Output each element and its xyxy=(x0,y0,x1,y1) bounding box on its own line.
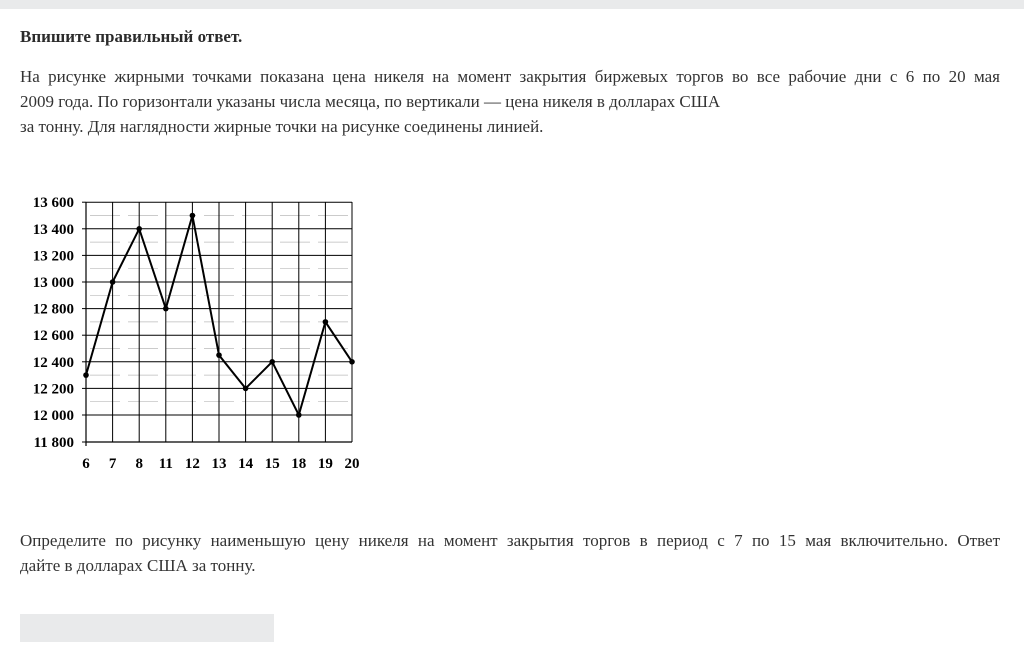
data-point xyxy=(323,319,329,325)
data-point xyxy=(349,359,355,365)
x-tick-label: 19 xyxy=(317,456,333,472)
y-tick-label: 11 800 xyxy=(33,435,74,451)
x-tick-label: 6 xyxy=(82,456,90,472)
data-point xyxy=(269,359,275,365)
instruction-heading: Впишите правильный ответ. xyxy=(20,27,243,46)
x-tick-label: 7 xyxy=(108,456,117,472)
y-tick-label: 12 800 xyxy=(32,301,74,318)
y-tick-label: 13 600 xyxy=(32,195,74,212)
data-point xyxy=(163,306,169,312)
y-tick-label: 12 400 xyxy=(32,354,74,371)
data-point xyxy=(216,352,222,358)
y-tick-label: 12 600 xyxy=(32,328,74,345)
x-tick-label: 18 xyxy=(291,456,307,472)
x-tick-label: 11 xyxy=(158,456,173,472)
problem-text xyxy=(20,64,1000,139)
chart-svg xyxy=(0,180,380,480)
nickel-price-chart xyxy=(0,180,380,480)
question-line: Определите по рисунку наименьшую цену никеля на момент закрытия торгов в период с 7 по 15 мая включительно. Ответ xyxy=(20,531,1000,550)
y-tick-label: 12 200 xyxy=(32,381,74,398)
data-point xyxy=(243,386,249,392)
data-point xyxy=(190,213,196,219)
y-tick-label: 12 000 xyxy=(32,408,74,424)
data-point xyxy=(136,226,142,232)
problem-line: 2009 года. По горизонтали указаны числа месяца, по вертикали — цена никеля в долларах США xyxy=(20,92,721,111)
x-tick-label: 12 xyxy=(184,456,200,472)
x-tick-label: 15 xyxy=(264,456,280,472)
x-tick-label: 13 xyxy=(211,456,227,472)
data-point xyxy=(83,372,89,378)
question-text xyxy=(20,528,1000,578)
chart-grid xyxy=(86,202,352,442)
question-line: дайте в долларах США за тонну. xyxy=(20,556,256,575)
data-point xyxy=(110,279,116,285)
y-tick-label: 13 000 xyxy=(32,275,74,291)
answer-input[interactable] xyxy=(20,614,274,642)
problem-line: за тонну. Для наглядности жирные точки на рисунке соединены линией. xyxy=(20,117,544,136)
top-bar xyxy=(0,0,1024,9)
y-tick-label: 13 200 xyxy=(32,248,74,265)
x-tick-label: 8 xyxy=(135,456,143,472)
chart-axes xyxy=(82,202,352,446)
x-tick-label: 14 xyxy=(238,456,254,472)
y-tick-label: 13 400 xyxy=(32,221,74,238)
problem-line: На рисунке жирными точками показана цена никеля на момент закрытия биржевых торгов во все рабочие дни с 6 по 20 мая xyxy=(20,67,1000,86)
x-tick-label: 20 xyxy=(344,456,360,472)
data-point xyxy=(296,412,302,418)
